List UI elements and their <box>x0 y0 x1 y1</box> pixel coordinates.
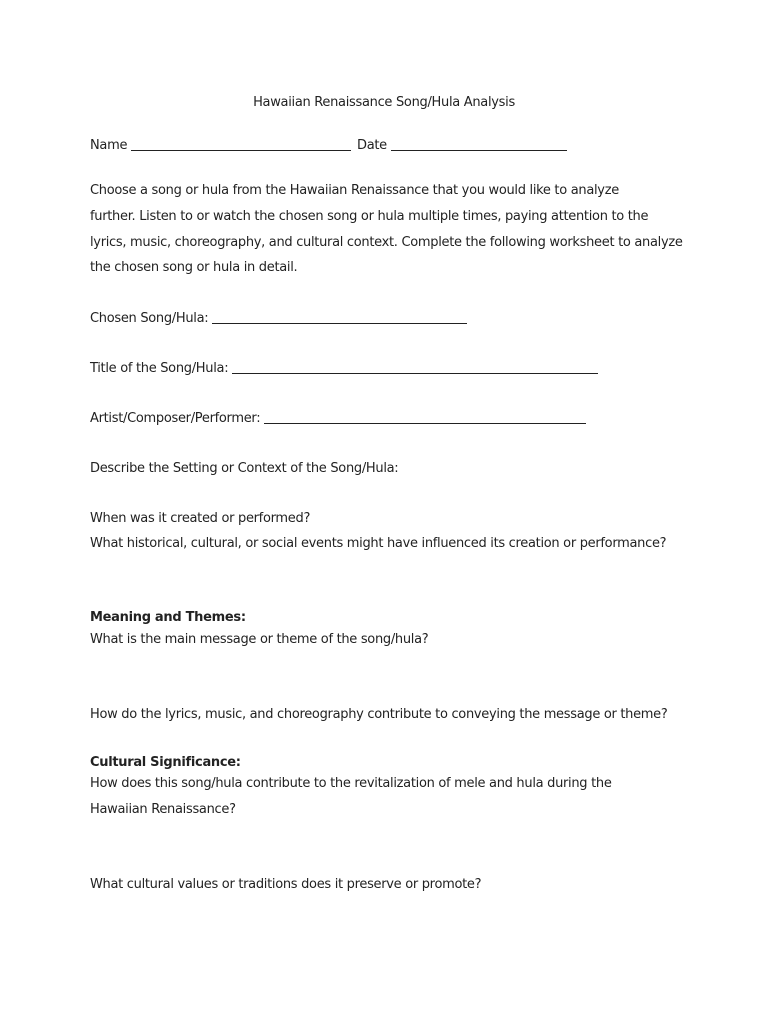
setting-prompt: Describe the Setting or Context of the Song/Hula: <box>90 461 399 476</box>
name-label: Name <box>90 138 128 153</box>
intro-line-2: further. Listen to or watch the chosen song or hula multiple times, paying attention to the <box>90 209 649 224</box>
artist-row <box>90 411 586 426</box>
meaning-question-2: How do the lyrics, music, and choreography contribute to conveying the message or theme? <box>90 707 668 722</box>
cultural-heading: Cultural Significance: <box>90 755 241 770</box>
page-title: Hawaiian Renaissance Song/Hula Analysis <box>253 95 515 110</box>
song-title-label: Title of the Song/Hula: <box>90 361 229 376</box>
name-date-row <box>90 138 567 153</box>
chosen-song-row <box>90 311 467 326</box>
cultural-question-2: What cultural values or traditions does it preserve or promote? <box>90 877 482 892</box>
song-title-field[interactable] <box>232 372 598 374</box>
setting-question-1: When was it created or performed? <box>90 511 311 526</box>
date-label: Date <box>357 138 387 153</box>
date-field[interactable] <box>391 149 567 151</box>
artist-field[interactable] <box>264 422 586 424</box>
song-title-row <box>90 361 598 376</box>
chosen-song-field[interactable] <box>212 322 467 324</box>
setting-question-2: What historical, cultural, or social events might have influenced its creation or performance? <box>90 536 667 551</box>
meaning-question-1: What is the main message or theme of the song/hula? <box>90 632 429 647</box>
meaning-heading: Meaning and Themes: <box>90 610 246 625</box>
cultural-question-1-line-2: Hawaiian Renaissance? <box>90 802 236 817</box>
cultural-question-1-line-1: How does this song/hula contribute to the revitalization of mele and hula during the <box>90 776 612 791</box>
artist-label: Artist/Composer/Performer: <box>90 411 261 426</box>
name-field[interactable] <box>131 149 351 151</box>
intro-line-1: Choose a song or hula from the Hawaiian Renaissance that you would like to analyze <box>90 183 619 198</box>
intro-line-4: the chosen song or hula in detail. <box>90 260 298 275</box>
chosen-song-label: Chosen Song/Hula: <box>90 311 209 326</box>
intro-line-3: lyrics, music, choreography, and cultural context. Complete the following worksheet to analyze <box>90 235 683 250</box>
